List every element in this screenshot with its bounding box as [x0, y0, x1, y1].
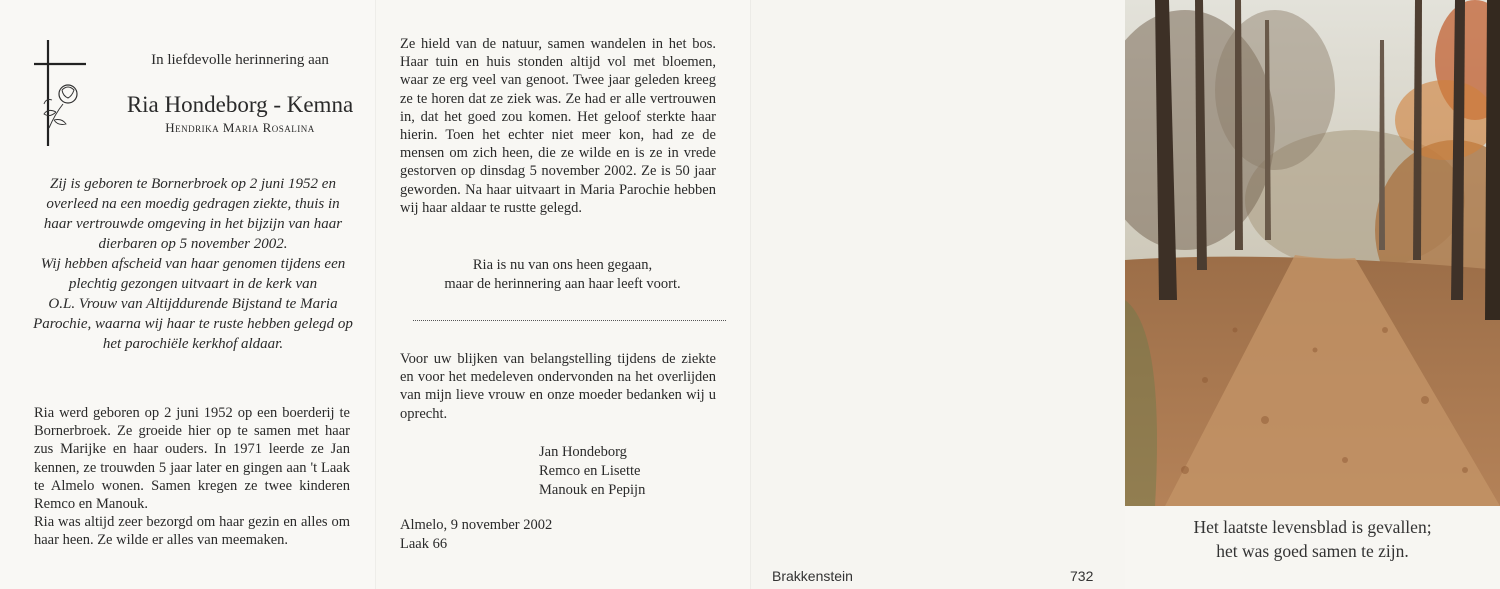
- place-and-address: [400, 516, 552, 554]
- place-date: Almelo, 9 november 2002: [400, 517, 553, 533]
- script-line: het parochiële kerkhof aldaar.: [102, 336, 284, 352]
- memorial-verse: [1125, 515, 1500, 563]
- quote-line: maar de herinnering aan haar leeft voort.: [444, 275, 681, 292]
- verse-line: het was goed samen te zijn.: [1216, 541, 1409, 561]
- signer: Manouk en Pepijn: [539, 482, 646, 498]
- script-line: Zij is geboren te Bornerbroek op 2 juni 1952 en: [50, 176, 336, 192]
- biography-text: [34, 404, 350, 550]
- deceased-name: Ria Hondeborg - Kemna: [126, 92, 354, 117]
- signer: Remco en Lisette: [539, 463, 641, 479]
- quote-line: Ria is nu van ons heen gegaan,: [472, 257, 653, 273]
- dotted-divider: [413, 320, 726, 321]
- autumn-forest-path-photo: [1125, 0, 1500, 506]
- fold-line: [375, 0, 376, 589]
- memorial-quote: [375, 256, 750, 293]
- biography-paragraph: Ria was altijd zeer bezorgd om haar gezin en alles om haar heen. Ze wilde er alles van meemaken.: [34, 514, 350, 549]
- script-line: dierbaren op 5 november 2002.: [98, 236, 288, 252]
- script-line: O.L. Vrouw van Altijddurende Bijstand te Maria: [48, 296, 338, 312]
- script-line: Wij hebben afscheid van haar genomen tijdens een: [40, 256, 346, 272]
- intro-line: In liefdevolle herinnering aan: [151, 52, 329, 68]
- obituary-script-text: [28, 174, 358, 354]
- printer-name: Brakkenstein: [772, 568, 853, 584]
- script-line: haar vertrouwde omgeving in het bijzijn van haar: [43, 216, 343, 232]
- script-line: overleed na een moedig gedragen ziekte, thuis in: [46, 196, 340, 212]
- story-paragraph: Ze hield van de natuur, samen wandelen in het bos. Haar tuin en huis stonden altijd vol met bloemen, waar ze erg veel van genoot. Twee jaar geleden kreeg ze te horen dat ze ziek was. Ze had er alle vertrouwen in, dat het goed zou komen. Het geloof sterkte haar hierin. Toen het echter niet meer kon, had ze de mensen om zich heen, die ze wilde en is ze in vrede gestorven op dinsdag 5 november 2002. Ze is 50 jaar geworden. Na haar uitvaart in Maria Parochie hebben wij haar aldaar te rustte gelegd.: [400, 36, 716, 216]
- signers-list: [539, 443, 645, 500]
- address: Laak 66: [400, 536, 448, 552]
- script-line: Parochie, waarna wij haar te ruste hebben gelegd op: [33, 316, 353, 332]
- given-names: Hendrika Maria Rosalina: [165, 120, 315, 135]
- card-panel-front: [0, 0, 375, 589]
- thanks-text: Voor uw blijken van belangstelling tijdens de ziekte en voor het medeleven ondervonden na het overlijden van mijn lieve vrouw en onze moeder bedanken wij u oprecht.: [400, 351, 716, 422]
- card-panel-inside: [375, 0, 750, 589]
- fold-line: [750, 0, 751, 589]
- cross-with-rose-icon: [30, 38, 90, 148]
- biography-paragraph: Ria werd geboren op 2 juni 1952 op een boerderij te Bornerbroek. Ze groeide hier op te samen met haar zus Marijke en haar ouders. In 1971 leerde ze Jan kennen, ze trouwden 5 jaar later en gingen aan 't Laak te Almelo wonen. Samen kregen ze twee kinderen Remco en Manouk.: [34, 405, 350, 513]
- card-panel-back: [750, 0, 1125, 589]
- story-text: [400, 35, 716, 217]
- signer: Jan Hondeborg: [539, 444, 627, 460]
- card-panel-photo: [1125, 0, 1500, 589]
- script-line: plechtig gezongen uitvaart in de kerk van: [68, 276, 318, 292]
- verse-line: Het laatste levensblad is gevallen;: [1193, 517, 1432, 537]
- card-number: 732: [1070, 568, 1094, 584]
